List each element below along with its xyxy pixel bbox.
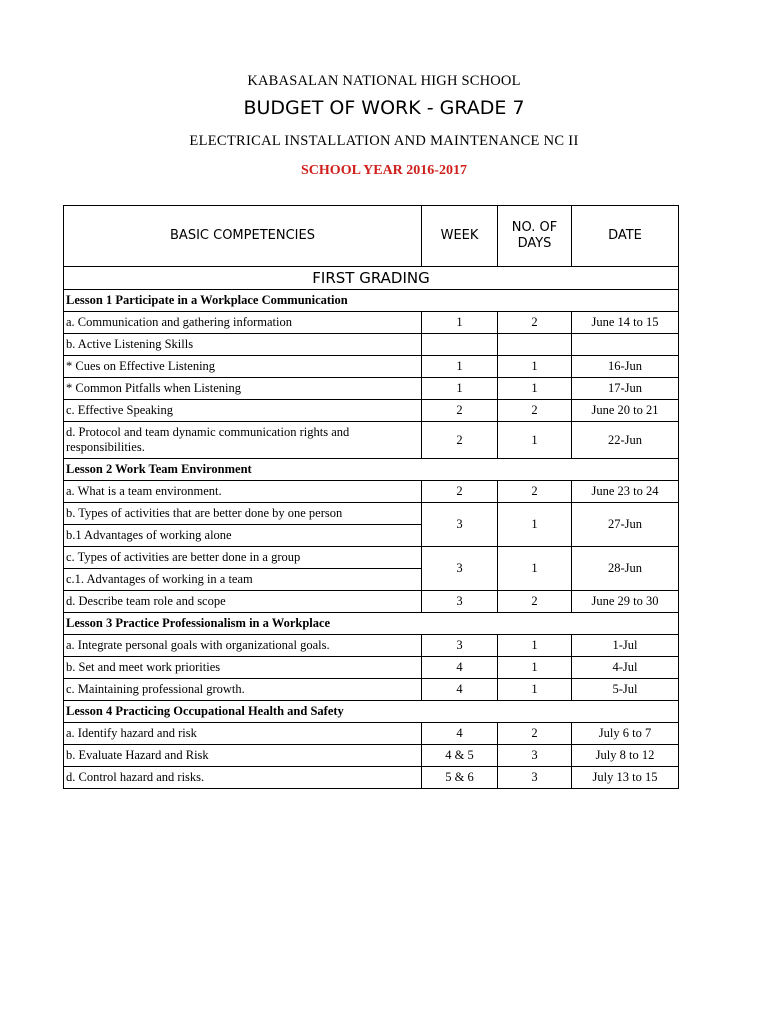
lesson-row <box>64 459 679 481</box>
lesson-row <box>64 290 679 312</box>
date-cell <box>572 334 679 356</box>
week-cell: 1 <box>422 378 498 400</box>
col-header-days: NO. OF DAYS <box>498 206 572 267</box>
week-cell: 3 <box>422 591 498 613</box>
date-cell: June 29 to 30 <box>572 591 679 613</box>
page-title: BUDGET OF WORK - GRADE 7 <box>243 97 525 119</box>
school-year: SCHOOL YEAR 2016-2017 <box>301 163 467 178</box>
week-cell: 4 <box>422 679 498 701</box>
date-cell: 27-Jun <box>572 503 679 547</box>
table-row <box>64 745 679 767</box>
competency-cell: b. Evaluate Hazard and Risk <box>64 745 422 767</box>
week-cell: 2 <box>422 481 498 503</box>
lesson-row <box>64 701 679 723</box>
days-cell: 3 <box>498 767 572 789</box>
competency-cell: * Cues on Effective Listening <box>64 356 422 378</box>
table-row <box>64 400 679 422</box>
budget-of-work-table <box>63 205 679 789</box>
week-cell: 3 <box>422 503 498 547</box>
table-row <box>64 312 679 334</box>
competency-cell: b. Types of activities that are better done by one person <box>64 503 422 525</box>
col-header-date: DATE <box>572 206 679 267</box>
date-cell: June 20 to 21 <box>572 400 679 422</box>
competency-cell: d. Describe team role and scope <box>64 591 422 613</box>
days-cell: 1 <box>498 356 572 378</box>
date-cell: July 8 to 12 <box>572 745 679 767</box>
table-row <box>64 334 679 356</box>
date-cell: 17-Jun <box>572 378 679 400</box>
date-cell: June 23 to 24 <box>572 481 679 503</box>
date-cell: June 14 to 15 <box>572 312 679 334</box>
grading-row <box>64 267 679 290</box>
col-header-competencies: BASIC COMPETENCIES <box>64 206 422 267</box>
days-cell: 1 <box>498 679 572 701</box>
competency-cell: b. Active Listening Skills <box>64 334 422 356</box>
competency-cell: c. Maintaining professional growth. <box>64 679 422 701</box>
competency-cell: * Common Pitfalls when Listening <box>64 378 422 400</box>
grading-label: FIRST GRADING <box>64 267 679 290</box>
competency-cell: a. What is a team environment. <box>64 481 422 503</box>
table-row <box>64 635 679 657</box>
competency-cell: c. Types of activities are better done in a group <box>64 547 422 569</box>
lesson-row <box>64 613 679 635</box>
table-row <box>64 547 679 569</box>
lesson-title: Lesson 3 Practice Professionalism in a Workplace <box>64 613 679 635</box>
lesson-title: Lesson 1 Participate in a Workplace Communication <box>64 290 679 312</box>
lesson-title: Lesson 2 Work Team Environment <box>64 459 679 481</box>
days-cell: 3 <box>498 745 572 767</box>
date-cell: 16-Jun <box>572 356 679 378</box>
days-cell: 1 <box>498 503 572 547</box>
table-row <box>64 657 679 679</box>
date-cell: 4-Jul <box>572 657 679 679</box>
week-cell: 3 <box>422 635 498 657</box>
table-row <box>64 422 679 459</box>
competency-cell: c.1. Advantages of working in a team <box>64 569 422 591</box>
days-cell: 1 <box>498 378 572 400</box>
week-cell: 4 <box>422 657 498 679</box>
lesson-title: Lesson 4 Practicing Occupational Health and Safety <box>64 701 679 723</box>
table-row <box>64 767 679 789</box>
week-cell: 4 <box>422 723 498 745</box>
table-row <box>64 503 679 525</box>
days-cell: 2 <box>498 481 572 503</box>
days-cell: 2 <box>498 400 572 422</box>
date-cell: July 6 to 7 <box>572 723 679 745</box>
days-cell: 2 <box>498 312 572 334</box>
table-row <box>64 481 679 503</box>
competency-cell: a. Identify hazard and risk <box>64 723 422 745</box>
days-cell: 2 <box>498 591 572 613</box>
week-cell: 1 <box>422 312 498 334</box>
school-name: KABASALAN NATIONAL HIGH SCHOOL <box>247 73 521 89</box>
week-cell: 1 <box>422 356 498 378</box>
days-cell: 1 <box>498 547 572 591</box>
date-cell: 5-Jul <box>572 679 679 701</box>
table-row <box>64 723 679 745</box>
days-cell: 1 <box>498 635 572 657</box>
table-row <box>64 356 679 378</box>
week-cell: 3 <box>422 547 498 591</box>
table-header-row <box>64 206 679 267</box>
date-cell: 1-Jul <box>572 635 679 657</box>
competency-cell: a. Communication and gathering information <box>64 312 422 334</box>
week-cell: 5 & 6 <box>422 767 498 789</box>
competency-cell: b. Set and meet work priorities <box>64 657 422 679</box>
week-cell: 2 <box>422 400 498 422</box>
col-header-week: WEEK <box>422 206 498 267</box>
days-cell: 1 <box>498 422 572 459</box>
date-cell: 28-Jun <box>572 547 679 591</box>
subject-title: ELECTRICAL INSTALLATION AND MAINTENANCE NC II <box>189 133 579 149</box>
days-cell: 1 <box>498 657 572 679</box>
days-cell <box>498 334 572 356</box>
table-row <box>64 679 679 701</box>
date-cell: July 13 to 15 <box>572 767 679 789</box>
week-cell: 2 <box>422 422 498 459</box>
table-row <box>64 591 679 613</box>
competency-cell: d. Control hazard and risks. <box>64 767 422 789</box>
days-cell: 2 <box>498 723 572 745</box>
date-cell: 22-Jun <box>572 422 679 459</box>
week-cell <box>422 334 498 356</box>
competency-cell: c. Effective Speaking <box>64 400 422 422</box>
competency-cell: b.1 Advantages of working alone <box>64 525 422 547</box>
week-cell: 4 & 5 <box>422 745 498 767</box>
competency-cell: a. Integrate personal goals with organizational goals. <box>64 635 422 657</box>
competency-cell: d. Protocol and team dynamic communication rights and responsibilities. <box>64 422 422 459</box>
table-row <box>64 378 679 400</box>
